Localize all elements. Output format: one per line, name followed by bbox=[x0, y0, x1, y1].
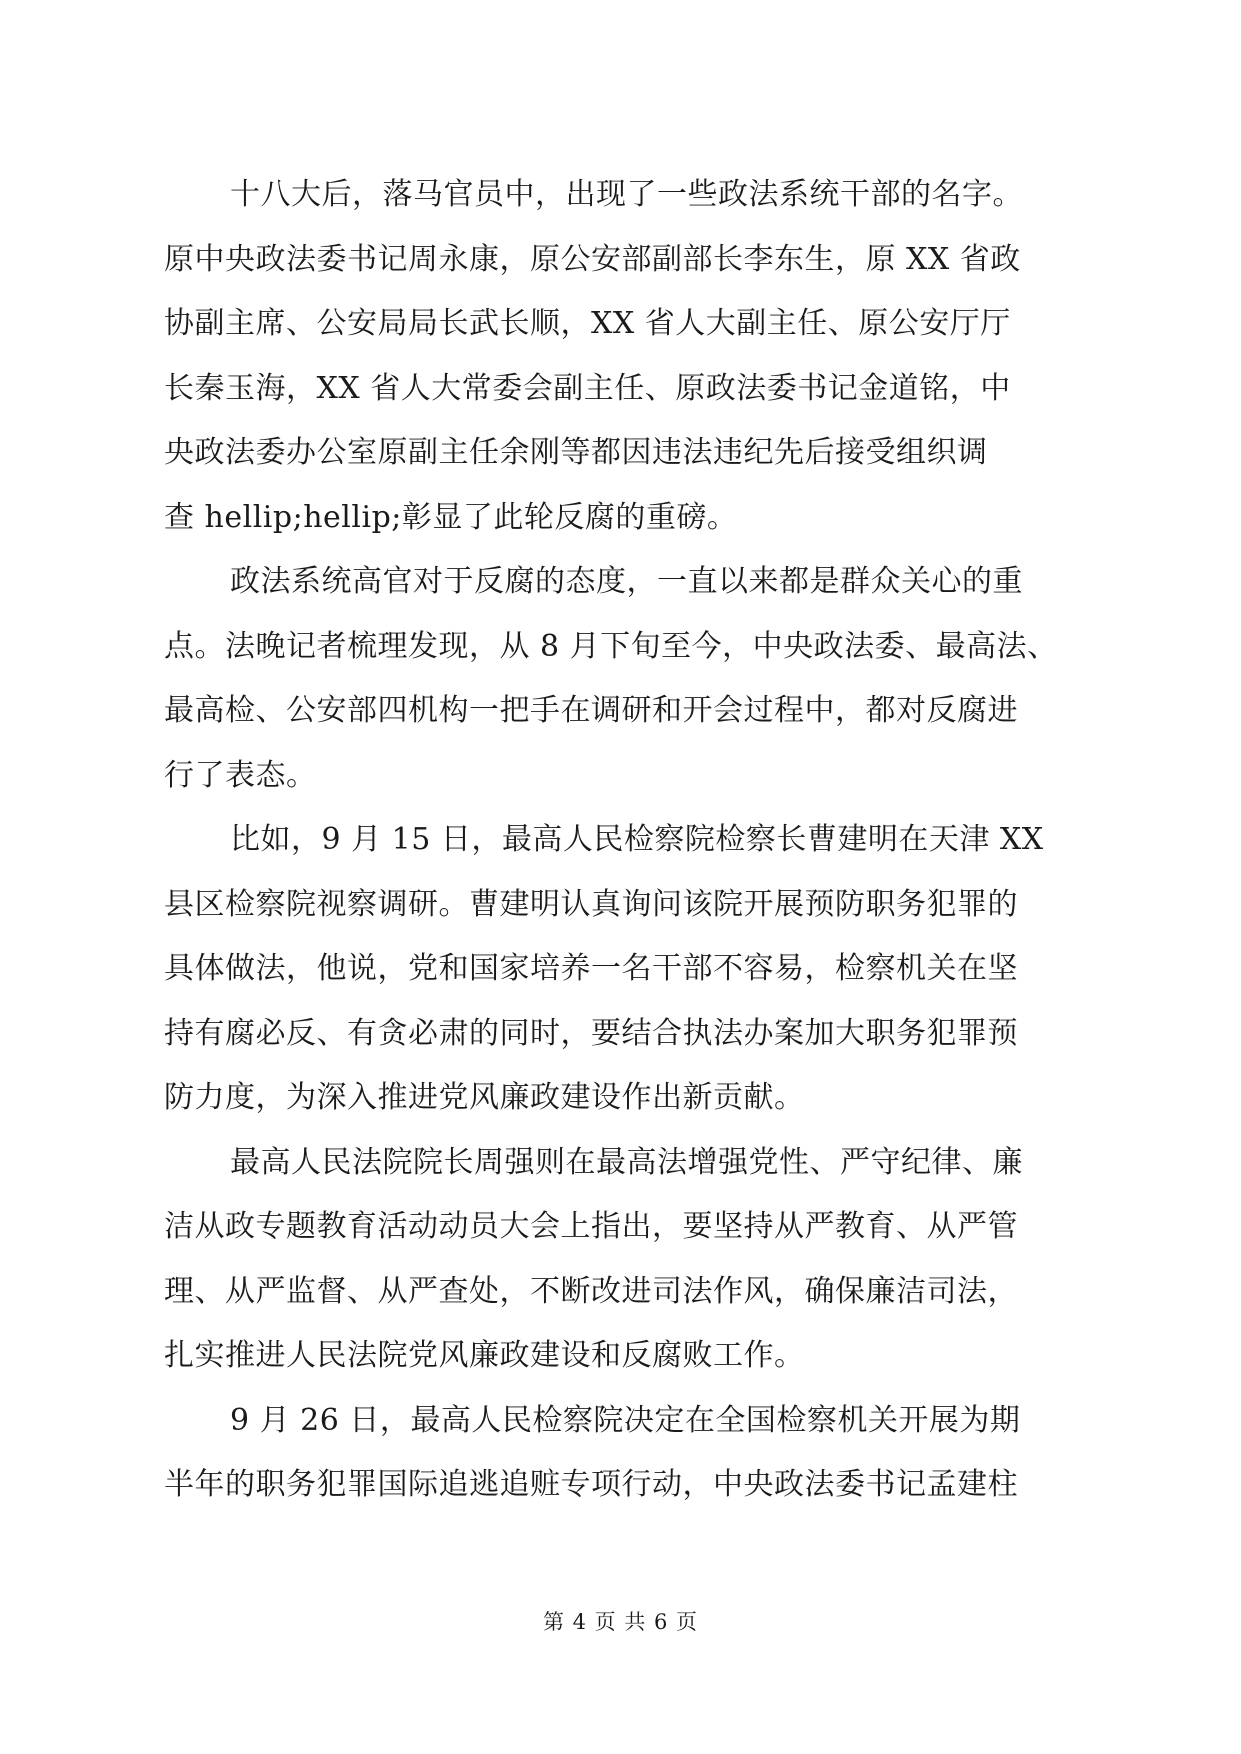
text-line: 持有腐必反、有贪必肃的同时，要结合执法办案加大职务犯罪预 bbox=[164, 1015, 1018, 1051]
text-line: 最高人民法院院长周强则在最高法增强党性、严守纪律、廉 bbox=[230, 1144, 1023, 1180]
paragraph-3 bbox=[164, 822, 1080, 1145]
text-line: 长秦玉海，XX 省人大常委会副主任、原政法委书记金道铭，中 bbox=[164, 370, 1011, 406]
text-line: 县区检察院视察调研。曹建明认真询问该院开展预防职务犯罪的 bbox=[164, 886, 1018, 922]
document-body bbox=[164, 177, 1080, 1532]
text-line: 协副主席、公安局局长武长顺，XX 省人大副主任、原公安厅厅 bbox=[164, 306, 1011, 341]
paragraph-1 bbox=[164, 177, 1080, 564]
text-line: 行了表态。 bbox=[164, 757, 317, 793]
text-line: 防力度，为深入推进党风廉政建设作出新贡献。 bbox=[164, 1080, 805, 1115]
text-line: 理、从严监督、从严查处，不断改进司法作风，确保廉洁司法， bbox=[164, 1273, 1018, 1309]
text-line: 政法系统高官对于反腐的态度，一直以来都是群众关心的重 bbox=[230, 564, 1023, 599]
page-number-footer: 第 4 页 共 6 页 bbox=[542, 1610, 699, 1634]
text-line: 点。法晚记者梳理发现，从 8 月下旬至今，中央政法委、最高法、 bbox=[164, 628, 1058, 664]
text-line: 洁从政专题教育活动动员大会上指出，要坚持从严教育、从严管 bbox=[164, 1209, 1018, 1244]
text-line: 扎实推进人民法院党风廉政建设和反腐败工作。 bbox=[164, 1338, 805, 1373]
text-line: 比如，9 月 15 日，最高人民检察院检察长曹建明在天津 XX bbox=[230, 822, 1044, 857]
text-line: 查 hellip;hellip;彰显了此轮反腐的重磅。 bbox=[164, 499, 738, 535]
text-line: 十八大后，落马官员中，出现了一些政法系统干部的名字。 bbox=[230, 177, 1023, 212]
text-line: 9 月 26 日，最高人民检察院决定在全国检察机关开展为期 bbox=[230, 1402, 1021, 1438]
text-line: 半年的职务犯罪国际追逃追赃专项行动，中央政法委书记孟建柱 bbox=[164, 1467, 1018, 1502]
text-line: 最高检、公安部四机构一把手在调研和开会过程中，都对反腐进 bbox=[164, 693, 1018, 728]
text-line: 原中央政法委书记周永康，原公安部副部长李东生，原 XX 省政 bbox=[164, 241, 1021, 277]
text-line: 具体做法，他说，党和国家培养一名干部不容易，检察机关在坚 bbox=[164, 951, 1018, 986]
text-line: 央政法委办公室原副主任余刚等都因违法违纪先后接受组织调 bbox=[164, 435, 988, 470]
paragraph-2 bbox=[164, 564, 1080, 822]
paragraph-5 bbox=[164, 1403, 1080, 1532]
paragraph-4 bbox=[164, 1145, 1080, 1403]
